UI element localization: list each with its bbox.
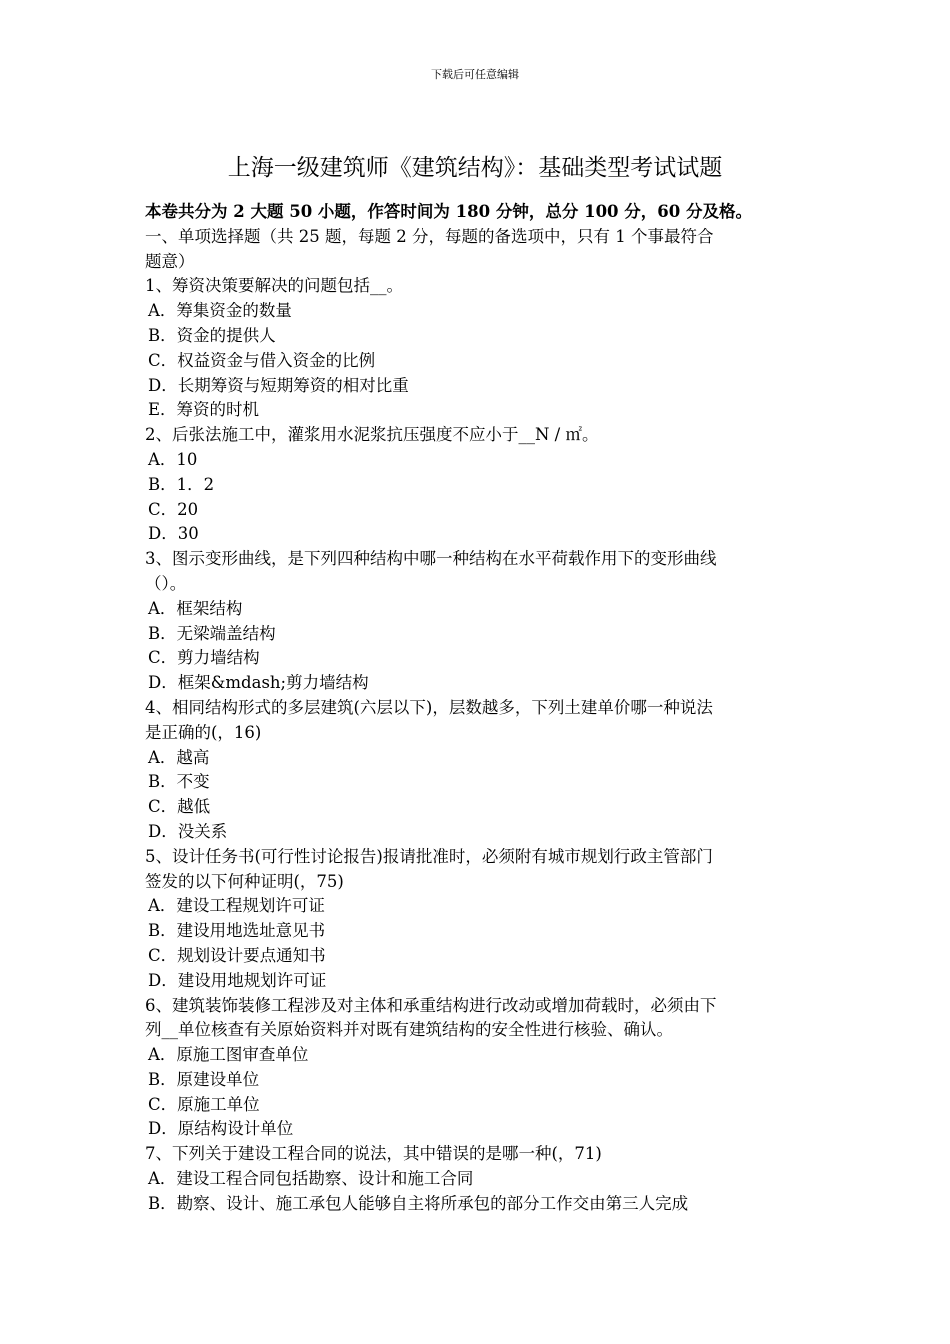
text-line: 一、单项选择题（共 25 题，每题 2 分，每题的备选项中，只有 1 个事最符合: [145, 226, 714, 246]
text-line: 6、建筑装饰装修工程涉及对主体和承重结构进行改动或增加荷载时，必须由下: [145, 995, 717, 1015]
option-line: B．无梁端盖结构: [148, 623, 276, 643]
option-line: C．剪力墙结构: [148, 648, 260, 668]
option-line: E．筹资的时机: [148, 400, 260, 420]
option-line: D．30: [148, 524, 199, 544]
text-line: 签发的以下何种证明(，75): [145, 871, 344, 891]
option-line: A．越高: [148, 747, 210, 767]
option-line: D．没关系: [148, 821, 228, 841]
document-body: [145, 200, 810, 1217]
option-line: A．原施工图审查单位: [148, 1045, 309, 1065]
text-line: 是正确的(，16): [145, 722, 262, 742]
text-line: 5、设计任务书(可行性讨论报告)报请批准时，必须附有城市规划行政主管部门: [145, 846, 713, 866]
option-line: A．框架结构: [148, 598, 243, 618]
header-note: 下载后可任意编辑: [431, 68, 519, 81]
option-line: C．越低: [148, 797, 211, 817]
text-line: 2、后张法施工中，灌浆用水泥浆抗压强度不应小于__N / ㎡。: [145, 425, 599, 445]
text-line: 列__单位核查有关原始资料并对既有建筑结构的安全性进行核验、确认。: [145, 1020, 673, 1040]
text-line: 3、图示变形曲线，是下列四种结构中哪一种结构在水平荷载作用下的变形曲线: [145, 549, 717, 569]
option-line: B．原建设单位: [148, 1069, 260, 1089]
option-line: D．长期筹资与短期筹资的相对比重: [148, 375, 409, 395]
option-line: D．原结构设计单位: [148, 1119, 294, 1139]
text-line: 1、筹资决策要解决的问题包括__。: [145, 276, 403, 296]
option-line: C．原施工单位: [148, 1094, 260, 1114]
document-title: 上海一级建筑师《建筑结构》：基础类型考试试题: [227, 155, 723, 181]
option-line: A．10: [148, 449, 198, 469]
option-line: D．建设用地规划许可证: [148, 970, 327, 990]
text-line: 本卷共分为 2 大题 50 小题，作答时间为 180 分钟，总分 100 分，60 分及格。: [145, 202, 752, 221]
text-line: 题意）: [145, 251, 195, 271]
text-line: 7、下列关于建设工程合同的说法，其中错误的是哪一种(，71): [145, 1144, 602, 1164]
option-line: B．建设用地选址意见书: [148, 921, 326, 941]
text-line: （）。: [145, 573, 187, 593]
option-line: B．1．2: [148, 474, 215, 494]
option-line: A．建设工程合同包括勘察、设计和施工合同: [148, 1169, 474, 1189]
option-line: B．勘察、设计、施工承包人能够自主将所承包的部分工作交由第三人完成: [148, 1193, 689, 1213]
option-line: C．权益资金与借入资金的比例: [148, 350, 376, 370]
option-line: C．规划设计要点通知书: [148, 945, 326, 965]
option-line: C．20: [148, 499, 199, 519]
option-line: A．筹集资金的数量: [148, 301, 292, 321]
option-line: D．框架&mdash;剪力墙结构: [148, 673, 369, 693]
option-line: B．资金的提供人: [148, 325, 276, 345]
option-line: B．不变: [148, 772, 210, 792]
option-line: A．建设工程规划许可证: [148, 896, 325, 916]
text-line: 4、相同结构形式的多层建筑(六层以下)，层数越多，下列土建单价哪一种说法: [145, 697, 713, 717]
